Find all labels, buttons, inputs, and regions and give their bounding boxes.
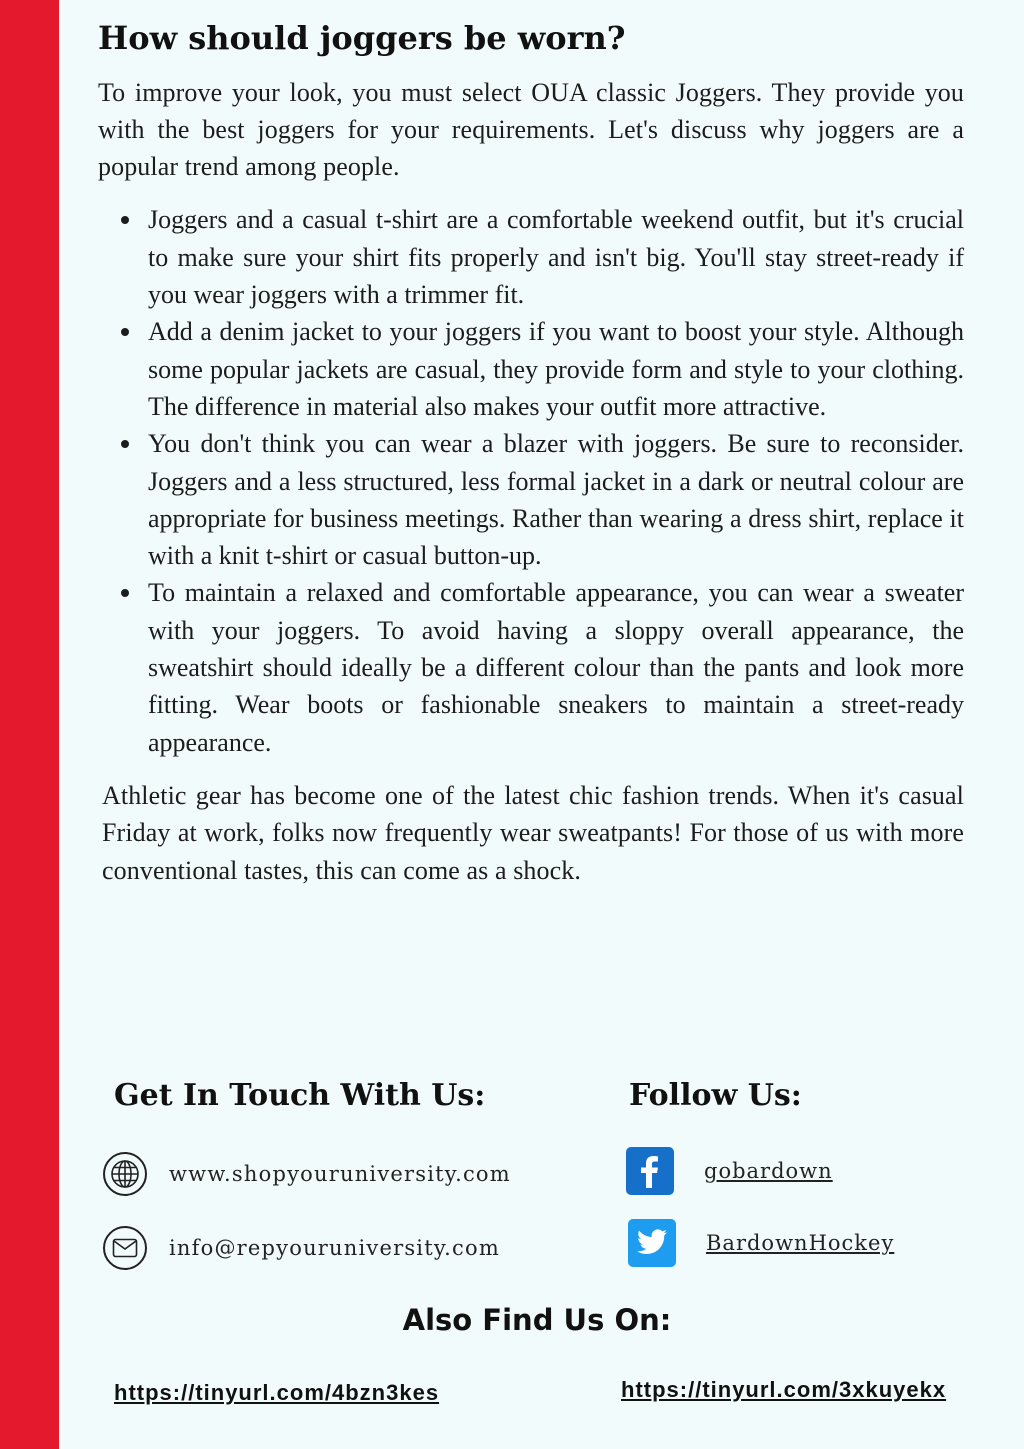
facebook-row[interactable] [626,1147,833,1195]
facebook-handle[interactable]: gobardown [704,1159,833,1183]
tips-list [98,201,964,760]
mail-icon [103,1226,147,1270]
closing-paragraph: Athletic gear has become one of the latest chic fashion trends. When it's casual Friday at work, folks now frequently wear sweatpants! For those of us with more conventional tastes, this can come as a shock. [102,780,964,885]
twitter-icon[interactable] [628,1219,676,1267]
website-link[interactable]: www.shopyouruniversity.com [169,1162,511,1186]
also-find-heading: Also Find Us On: [402,1303,672,1337]
list-item: To maintain a relaxed and comfortable appearance, you can wear a sweater with your joggers. To avoid having a sloppy overall appearance, the sweatshirt should ideally be a different colour than the pants and look more fitting. Wear boots or fashionable sneakers to maintain a street-ready appearance. [148,574,964,760]
page-title: How should joggers be worn? [98,19,626,57]
twitter-handle[interactable]: BardownHockey [706,1231,895,1255]
list-item: Add a denim jacket to your joggers if you want to boost your style. Although some popular jackets are casual, they provide form and style to your clothing. The difference in material also makes your outfit more attractive. [148,313,964,425]
list-item: Joggers and a casual t-shirt are a comfortable weekend outfit, but it's crucial to make sure your shirt fits properly and isn't big. You'll stay street-ready if you wear joggers with a trimmer fit. [148,201,964,313]
tinyurl-link-2[interactable]: https://tinyurl.com/3xkuyekx [621,1377,947,1402]
article [98,18,964,889]
globe-icon [103,1152,147,1196]
contact-heading: Get In Touch With Us: [114,1078,486,1113]
follow-heading: Follow Us: [629,1078,802,1113]
email-link[interactable]: info@repyouruniversity.com [169,1236,500,1260]
facebook-icon[interactable] [626,1147,674,1195]
list-item: You don't think you can wear a blazer with joggers. Be sure to reconsider. Joggers and a less structured, less formal jacket in a dark or neutral colour are appropriate for business meetings. Rather than wearing a dress shirt, replace it with a knit t-shirt or casual button-up. [148,425,964,574]
tinyurl-link-1[interactable]: https://tinyurl.com/4bzn3kes [114,1380,440,1405]
website-row[interactable] [103,1152,511,1196]
accent-bar [0,0,59,1449]
twitter-row[interactable] [628,1219,894,1267]
intro-paragraph: To improve your look, you must select OUA classic Joggers. They provide you with the best joggers for your requirements. Let's discuss why joggers are a popular trend among people. [98,77,964,182]
email-row[interactable] [103,1226,500,1270]
